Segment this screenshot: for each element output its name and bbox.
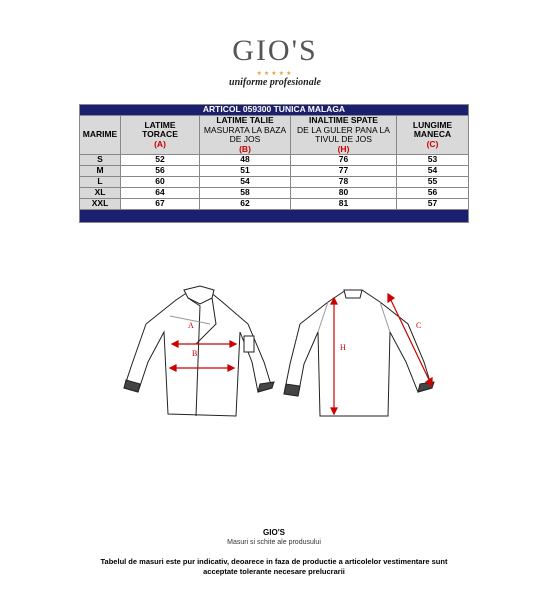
header-line: DE JOS: [229, 134, 261, 144]
header-latime-talie: [200, 116, 291, 155]
cell-size: M: [80, 166, 121, 177]
footer-note-line2: acceptate tolerante necesare prelucrarii: [203, 567, 345, 576]
brand-tagline: uniforme profesionale: [229, 77, 321, 88]
header-letter: (C): [426, 138, 439, 149]
cell-h: 78: [291, 177, 397, 188]
cell-c: 54: [397, 166, 469, 177]
back-view: [284, 290, 434, 416]
header-line: INALTIME SPATE: [309, 115, 378, 125]
table-header-row: [80, 116, 469, 155]
header-lungime-maneca: [397, 116, 469, 155]
cell-a: 52: [121, 155, 200, 166]
cell-h: 77: [291, 166, 397, 177]
cell-h: 80: [291, 188, 397, 199]
cell-a: 67: [121, 199, 200, 210]
cell-c: 55: [397, 177, 469, 188]
cell-b: 54: [200, 177, 291, 188]
cell-c: 53: [397, 155, 469, 166]
front-view: [124, 286, 274, 416]
table-footer-bar: [80, 210, 469, 223]
cell-h: 81: [291, 199, 397, 210]
footer-subtitle: Masuri si schite ale produsului: [227, 539, 321, 546]
label-h: H: [340, 343, 346, 352]
table-title-row: [80, 105, 469, 116]
brand-stars: ★★★★★: [256, 71, 294, 77]
header-latime-torace: [121, 116, 200, 155]
cell-b: 58: [200, 188, 291, 199]
table-row: [80, 199, 469, 210]
cell-b: 62: [200, 199, 291, 210]
cell-size: XXL: [80, 199, 121, 210]
label-a: A: [188, 321, 194, 330]
header-line: LUNGIME: [412, 119, 453, 130]
header-line: MASURATA LA BAZA: [203, 124, 287, 135]
cell-size: S: [80, 155, 121, 166]
cell-b: 48: [200, 155, 291, 166]
header-line: LATIME TALIE: [216, 115, 274, 125]
header-inaltime-spate: [291, 116, 397, 155]
cell-c: 56: [397, 188, 469, 199]
header-marime: [80, 116, 121, 155]
footer-note-line1: Tabelul de masuri este pur indicativ, deoarece in faza de productie a articolelor vestimentare sunt: [100, 557, 448, 566]
label-c: C: [416, 321, 422, 330]
header-line: MANECA: [413, 129, 452, 140]
header-line: TIVUL DE JOS: [315, 134, 372, 144]
cell-c: 57: [397, 199, 469, 210]
brand-logo: [200, 34, 350, 88]
cell-h: 76: [291, 155, 397, 166]
cell-b: 51: [200, 166, 291, 177]
label-b: B: [192, 349, 198, 358]
cell-size: L: [80, 177, 121, 188]
table-row: [80, 155, 469, 166]
cell-a: 64: [121, 188, 200, 199]
table-title: ARTICOL 059300 TUNICA MALAGA: [80, 105, 469, 116]
header-letter: (H): [337, 143, 350, 154]
header-line: TORACE: [142, 129, 178, 140]
cell-a: 56: [121, 166, 200, 177]
footer-note: [0, 557, 548, 577]
brand-name: GIO'S: [232, 34, 318, 67]
table-row: [80, 177, 469, 188]
header-line: LATIME: [144, 119, 176, 130]
header-line: DE LA GULER PANA LA: [297, 124, 390, 135]
table-row: [80, 188, 469, 199]
cell-size: XL: [80, 188, 121, 199]
header-line: MARIME: [82, 129, 118, 140]
header-letter: (B): [239, 143, 251, 154]
table-row: [80, 166, 469, 177]
garment-diagram: [118, 284, 448, 454]
size-table: [79, 104, 469, 223]
header-letter: (A): [154, 138, 166, 149]
cell-a: 60: [121, 177, 200, 188]
footer-brand: GIO'S: [263, 528, 285, 537]
